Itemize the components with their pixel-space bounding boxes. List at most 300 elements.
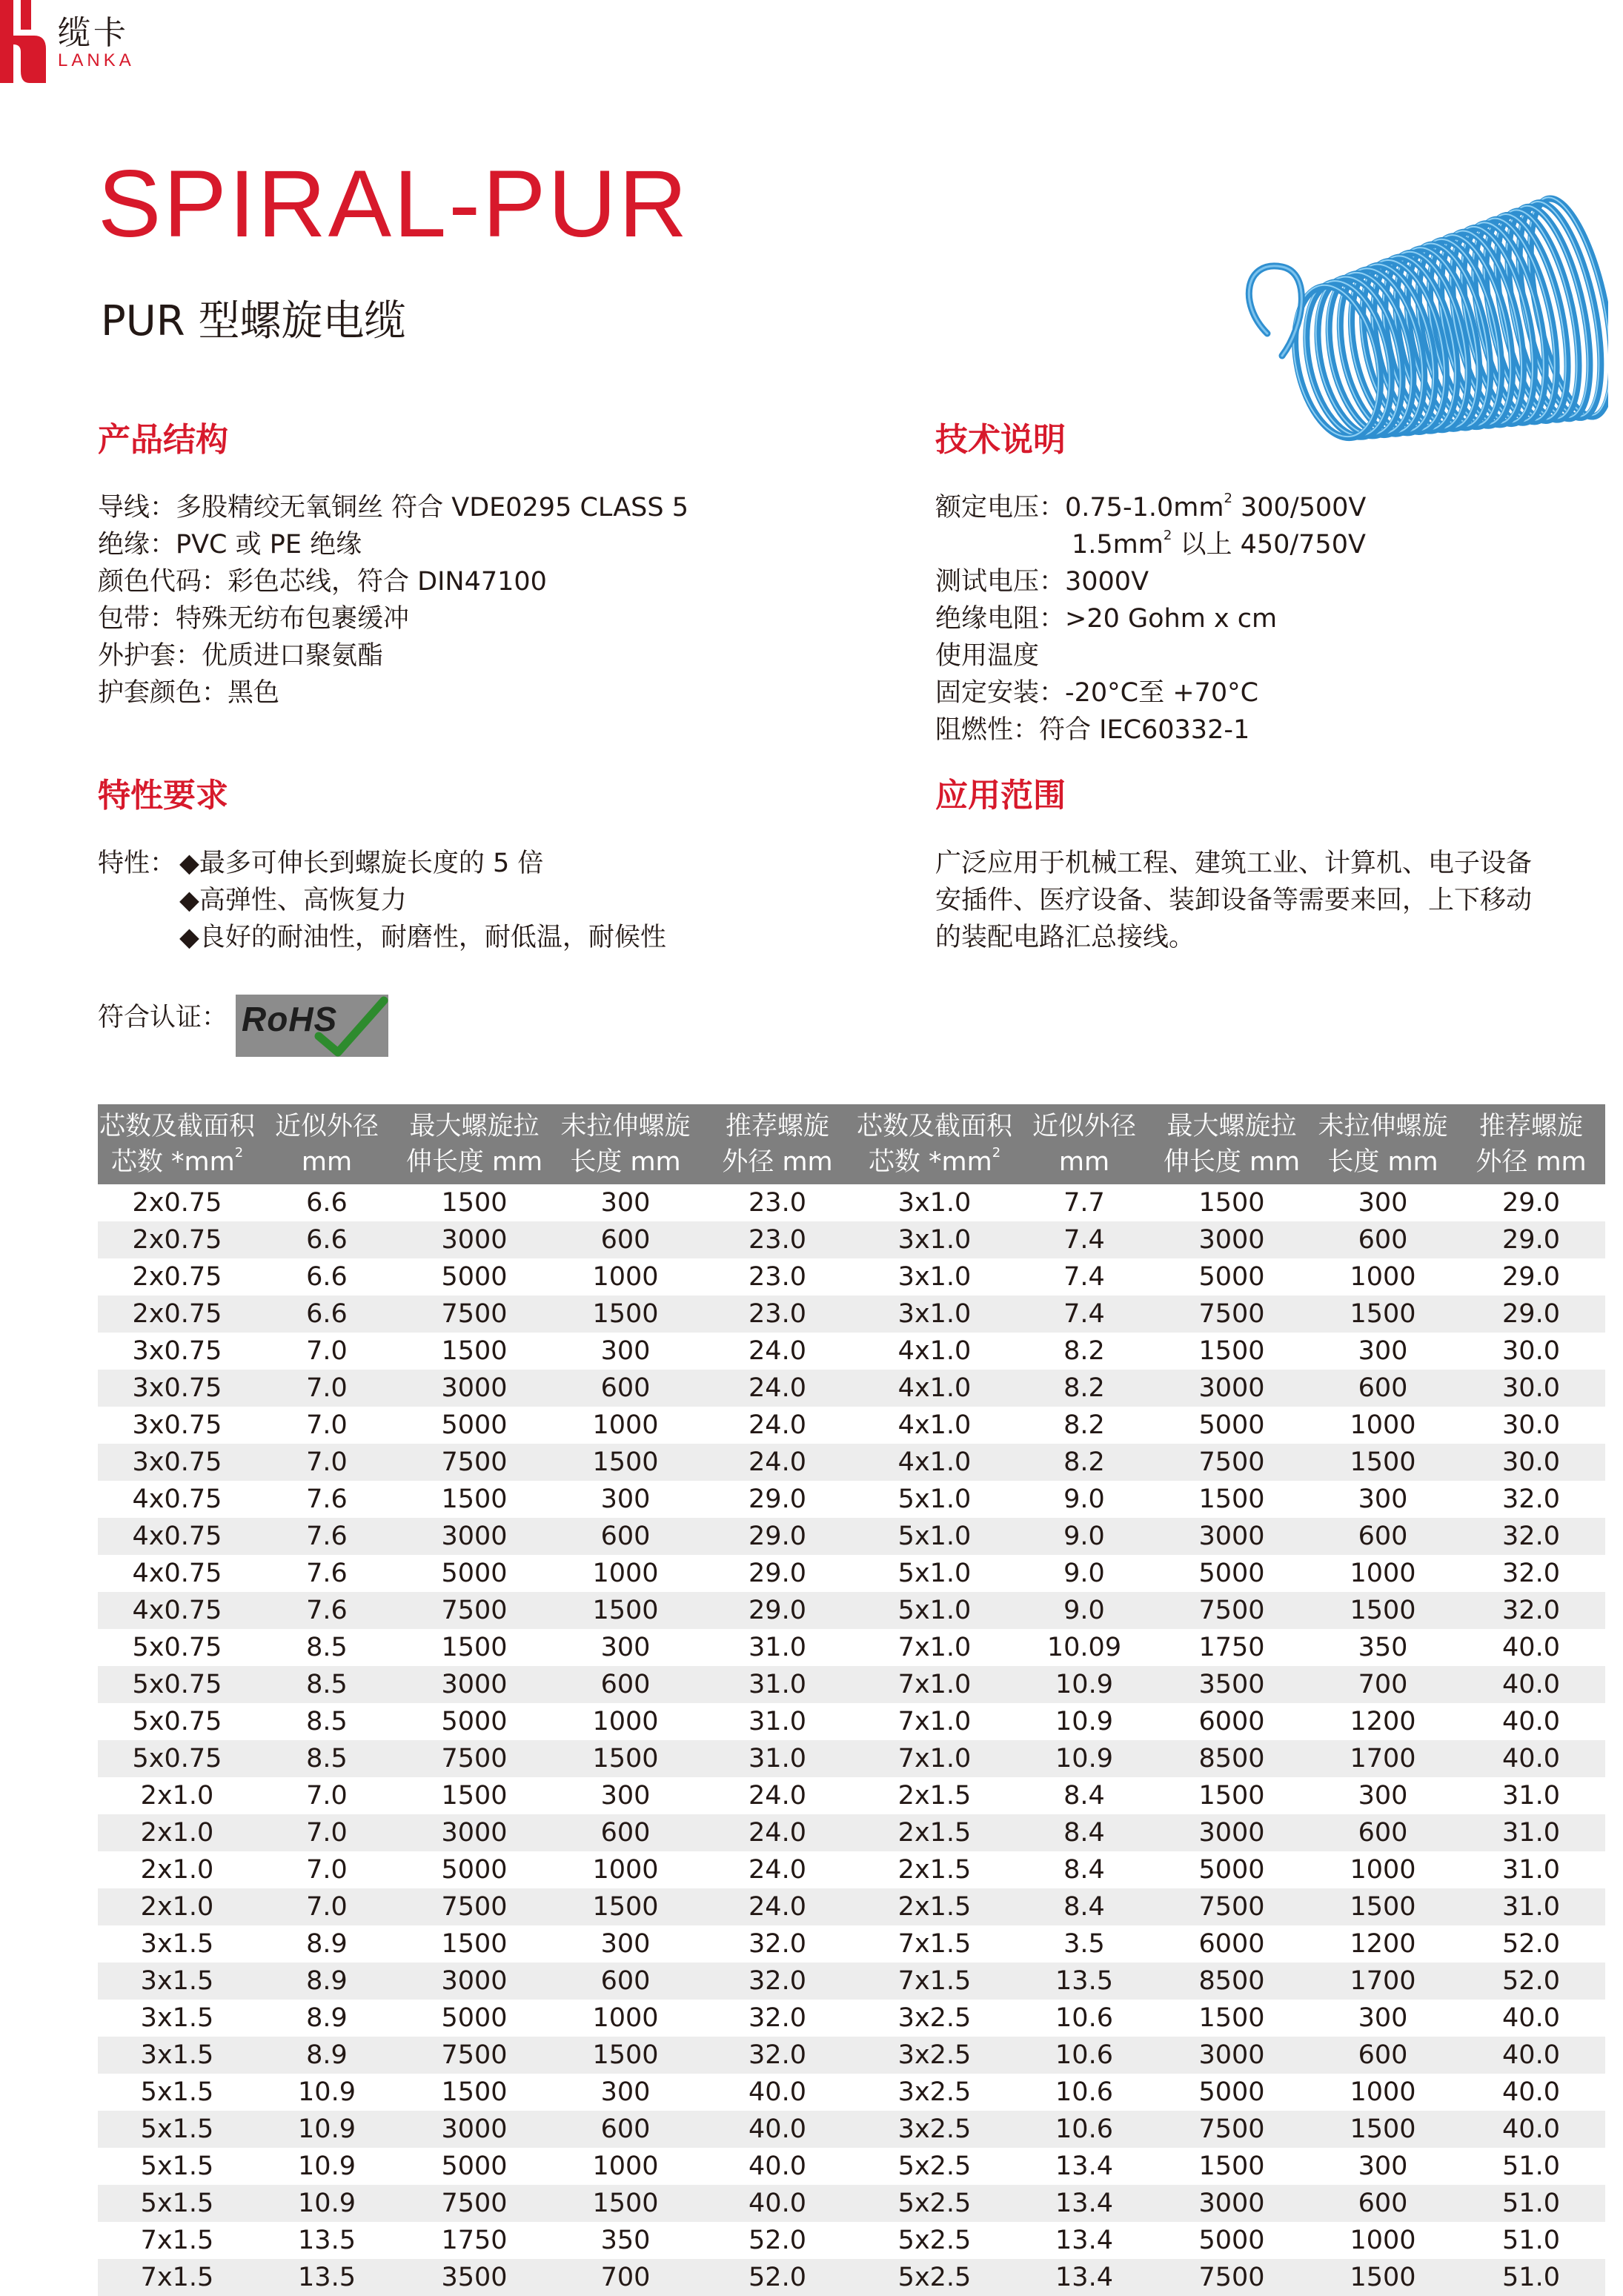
table-cell: 3x0.75 — [98, 1444, 256, 1481]
characteristics-heading: 特性要求 — [98, 777, 228, 814]
table-cell: 24.0 — [700, 1851, 855, 1888]
table-cell: 5000 — [1155, 1555, 1309, 1592]
table-cell: 3x1.5 — [98, 1962, 256, 2000]
spec-table — [98, 1104, 1605, 2296]
table-cell: 1500 — [551, 1444, 700, 1481]
table-cell: 51.0 — [1457, 2185, 1605, 2222]
table-cell: 5x0.75 — [98, 1629, 256, 1666]
table-cell: 1750 — [1155, 1629, 1309, 1666]
table-cell: 32.0 — [1457, 1592, 1605, 1629]
table-cell: 600 — [551, 1221, 700, 1258]
table-cell: 5x0.75 — [98, 1666, 256, 1703]
table-cell: 24.0 — [700, 1444, 855, 1481]
column-header-line1: 最大螺旋拉 — [409, 1112, 540, 1141]
column-header — [1014, 1104, 1155, 1184]
table-cell: 300 — [551, 1333, 700, 1370]
rated-voltage-1-size: 0.75-1.0mm — [1065, 493, 1224, 522]
table-cell: 1000 — [551, 1703, 700, 1740]
column-header-line1: 未拉伸螺旋 — [1318, 1112, 1448, 1141]
table-cell: 8.2 — [1014, 1333, 1155, 1370]
table-cell: 5x1.0 — [855, 1518, 1014, 1555]
table-cell: 8.4 — [1014, 1888, 1155, 1925]
table-cell: 5x1.0 — [855, 1481, 1014, 1518]
table-cell: 300 — [1309, 2000, 1457, 2037]
table-cell: 1500 — [551, 1888, 700, 1925]
table-cell: 4x0.75 — [98, 1555, 256, 1592]
column-header-line2-text: 外径 mm — [722, 1147, 833, 1177]
table-cell: 600 — [1309, 1370, 1457, 1407]
table-row — [98, 1518, 1605, 1555]
table-cell: 52.0 — [700, 2222, 855, 2259]
table-row — [98, 1184, 1605, 1221]
table-cell: 3000 — [1155, 1370, 1309, 1407]
table-cell: 3x2.5 — [855, 2111, 1014, 2148]
table-cell: 32.0 — [700, 1962, 855, 2000]
table-cell: 5x1.0 — [855, 1592, 1014, 1629]
table-cell: 3x1.5 — [98, 2037, 256, 2074]
column-header-line2 — [1014, 1144, 1155, 1180]
table-cell: 10.9 — [1014, 1740, 1155, 1777]
rated-voltage-2-size: 1.5mm — [1072, 530, 1164, 560]
rated-voltage-1-value: 300/500V — [1232, 493, 1367, 522]
column-header — [1155, 1104, 1309, 1184]
table-cell: 7x1.5 — [855, 1962, 1014, 2000]
table-cell: 4x0.75 — [98, 1518, 256, 1555]
column-header-line2 — [700, 1144, 855, 1180]
table-cell: 3000 — [397, 1518, 551, 1555]
superscript-2: 2 — [1163, 528, 1172, 543]
column-header — [397, 1104, 551, 1184]
table-cell: 1000 — [1309, 1407, 1457, 1444]
table-cell: 7.0 — [256, 1777, 397, 1814]
page-subtitle: PUR 型螺旋电缆 — [101, 297, 406, 345]
table-cell: 1500 — [397, 1481, 551, 1518]
table-cell: 40.0 — [700, 2074, 855, 2111]
table-cell: 10.6 — [1014, 2000, 1155, 2037]
column-header-line2 — [855, 1144, 1014, 1180]
table-cell: 2x1.5 — [855, 1851, 1014, 1888]
table-cell: 7500 — [397, 1740, 551, 1777]
table-cell: 52.0 — [700, 2259, 855, 2296]
table-cell: 1500 — [397, 1777, 551, 1814]
table-cell: 1500 — [551, 2037, 700, 2074]
table-cell: 2x0.75 — [98, 1295, 256, 1333]
table-cell: 3000 — [397, 1666, 551, 1703]
table-cell: 1500 — [1155, 2000, 1309, 2037]
column-header-line2-text: 伸长度 mm — [1163, 1147, 1301, 1177]
column-header-line1: 近似外径 — [1032, 1112, 1136, 1141]
table-cell: 5000 — [1155, 1407, 1309, 1444]
column-header-line2-text: 长度 mm — [570, 1147, 681, 1177]
table-cell: 23.0 — [700, 1295, 855, 1333]
table-cell: 7x1.0 — [855, 1703, 1014, 1740]
column-header-line2 — [1309, 1144, 1457, 1180]
table-cell: 5x2.5 — [855, 2259, 1014, 2296]
table-cell: 10.9 — [256, 2148, 397, 2185]
table-cell: 8.4 — [1014, 1777, 1155, 1814]
table-cell: 2x1.0 — [98, 1888, 256, 1925]
table-cell: 7.4 — [1014, 1295, 1155, 1333]
superscript-2: 2 — [234, 1145, 244, 1161]
table-cell: 29.0 — [1457, 1184, 1605, 1221]
table-cell: 2x1.5 — [855, 1888, 1014, 1925]
table-cell: 13.5 — [256, 2259, 397, 2296]
table-cell: 3500 — [397, 2259, 551, 2296]
table-cell: 600 — [551, 1518, 700, 1555]
column-header-line2-text: mm — [1058, 1147, 1110, 1177]
table-cell: 4x1.0 — [855, 1407, 1014, 1444]
table-cell: 29.0 — [700, 1555, 855, 1592]
table-row — [98, 2111, 1605, 2148]
table-cell: 40.0 — [1457, 2074, 1605, 2111]
table-cell: 7x1.0 — [855, 1666, 1014, 1703]
table-cell: 1500 — [551, 1740, 700, 1777]
table-row — [98, 1258, 1605, 1295]
table-cell: 1700 — [1309, 1740, 1457, 1777]
table-cell: 30.0 — [1457, 1407, 1605, 1444]
table-cell: 7.0 — [256, 1370, 397, 1407]
column-header-line1: 芯数及截面积 — [856, 1112, 1012, 1141]
table-cell: 1000 — [551, 2148, 700, 2185]
table-cell: 40.0 — [1457, 2000, 1605, 2037]
insulation-resistance: 绝缘电阻：>20 Gohm x cm — [935, 604, 1278, 634]
table-cell: 7.0 — [256, 1814, 397, 1851]
table-cell: 3000 — [397, 2111, 551, 2148]
table-body — [98, 1184, 1605, 2296]
characteristics-label: 特性： — [98, 849, 176, 878]
table-cell: 9.0 — [1014, 1481, 1155, 1518]
table-cell: 600 — [1309, 1814, 1457, 1851]
table-cell: 8.5 — [256, 1629, 397, 1666]
table-cell: 40.0 — [1457, 1666, 1605, 1703]
table-cell: 600 — [1309, 2037, 1457, 2074]
table-cell: 4x1.0 — [855, 1370, 1014, 1407]
table-cell: 6.6 — [256, 1221, 397, 1258]
table-cell: 30.0 — [1457, 1333, 1605, 1370]
table-cell: 3x0.75 — [98, 1407, 256, 1444]
characteristics-list — [179, 845, 666, 956]
table-cell: 8.2 — [1014, 1407, 1155, 1444]
table-cell: 700 — [1309, 1666, 1457, 1703]
table-cell: 8.2 — [1014, 1444, 1155, 1481]
table-cell: 24.0 — [700, 1814, 855, 1851]
table-cell: 30.0 — [1457, 1370, 1605, 1407]
table-cell: 32.0 — [1457, 1555, 1605, 1592]
table-cell: 9.0 — [1014, 1592, 1155, 1629]
rated-voltage-line-2 — [935, 526, 1366, 563]
table-cell: 7.0 — [256, 1888, 397, 1925]
table-cell: 350 — [1309, 1629, 1457, 1666]
table-cell: 10.6 — [1014, 2037, 1155, 2074]
table-cell: 1000 — [551, 2000, 700, 2037]
table-cell: 300 — [1309, 1333, 1457, 1370]
rated-voltage-2-value: 以上 450/750V — [1172, 530, 1366, 560]
table-row — [98, 2074, 1605, 2111]
table-cell: 40.0 — [1457, 1740, 1605, 1777]
table-cell: 350 — [551, 2222, 700, 2259]
table-cell: 40.0 — [700, 2185, 855, 2222]
table-cell: 3000 — [397, 1814, 551, 1851]
table-cell: 2x1.0 — [98, 1814, 256, 1851]
table-cell: 300 — [551, 1184, 700, 1221]
structure-conductor: 导线：多股精绞无氧铜丝 符合 VDE0295 CLASS 5 — [98, 493, 688, 522]
table-row — [98, 1333, 1605, 1370]
table-row — [98, 1777, 1605, 1814]
table-cell: 10.6 — [1014, 2111, 1155, 2148]
table-cell: 6000 — [1155, 1925, 1309, 1962]
table-cell: 3x2.5 — [855, 2037, 1014, 2074]
table-cell: 3x1.0 — [855, 1295, 1014, 1333]
table-cell: 4x0.75 — [98, 1592, 256, 1629]
table-cell: 3x2.5 — [855, 2074, 1014, 2111]
table-cell: 32.0 — [1457, 1518, 1605, 1555]
table-cell: 600 — [1309, 1221, 1457, 1258]
column-header-line2-text: 伸长度 mm — [405, 1147, 543, 1177]
table-cell: 300 — [551, 1481, 700, 1518]
column-header — [551, 1104, 700, 1184]
table-cell: 2x0.75 — [98, 1258, 256, 1295]
rohs-badge-text: RoHS — [242, 1000, 338, 1038]
table-row — [98, 2148, 1605, 2185]
table-cell: 300 — [551, 1629, 700, 1666]
application-text — [935, 845, 1532, 956]
table-cell: 7.4 — [1014, 1221, 1155, 1258]
application-line: 安插件、医疗设备、装卸设备等需要来回，上下移动 — [935, 886, 1533, 915]
column-header-line2 — [1155, 1144, 1309, 1180]
table-cell: 7500 — [397, 1592, 551, 1629]
table-cell: 1000 — [551, 1851, 700, 1888]
superscript-2: 2 — [1224, 491, 1232, 506]
table-cell: 29.0 — [700, 1592, 855, 1629]
table-cell: 10.09 — [1014, 1629, 1155, 1666]
table-cell: 5000 — [397, 1851, 551, 1888]
table-cell: 51.0 — [1457, 2259, 1605, 2296]
table-cell: 7x1.5 — [98, 2259, 256, 2296]
table-cell: 3000 — [1155, 1814, 1309, 1851]
table-cell: 300 — [1309, 1481, 1457, 1518]
table-cell: 40.0 — [1457, 2037, 1605, 2074]
table-cell: 24.0 — [700, 1407, 855, 1444]
table-cell: 4x1.0 — [855, 1444, 1014, 1481]
table-cell: 7500 — [1155, 1592, 1309, 1629]
characteristic-item: ◆最多可伸长到螺旋长度的 5 倍 — [179, 849, 544, 878]
table-cell: 13.4 — [1014, 2148, 1155, 2185]
table-cell: 3000 — [397, 1370, 551, 1407]
table-cell: 1500 — [397, 1184, 551, 1221]
table-cell: 10.9 — [256, 2111, 397, 2148]
table-cell: 3000 — [1155, 2037, 1309, 2074]
table-cell: 4x0.75 — [98, 1481, 256, 1518]
table-cell: 7.4 — [1014, 1258, 1155, 1295]
table-cell: 3000 — [1155, 2185, 1309, 2222]
table-cell: 23.0 — [700, 1221, 855, 1258]
table-cell: 1000 — [551, 1555, 700, 1592]
table-cell: 1500 — [397, 1925, 551, 1962]
table-cell: 7500 — [1155, 1295, 1309, 1333]
table-cell: 29.0 — [1457, 1295, 1605, 1333]
table-cell: 2x1.5 — [855, 1814, 1014, 1851]
table-header-row — [98, 1104, 1605, 1184]
table-cell: 5x1.5 — [98, 2185, 256, 2222]
table-cell: 300 — [551, 1777, 700, 1814]
table-cell: 7500 — [1155, 1888, 1309, 1925]
table-cell: 1750 — [397, 2222, 551, 2259]
table-cell: 600 — [1309, 1518, 1457, 1555]
column-header-line2 — [551, 1144, 700, 1180]
table-cell: 7.6 — [256, 1592, 397, 1629]
table-cell: 7500 — [397, 1295, 551, 1333]
table-cell: 7.6 — [256, 1555, 397, 1592]
table-cell: 1500 — [1309, 2259, 1457, 2296]
product-structure-heading: 产品结构 — [98, 421, 228, 459]
table-row — [98, 2000, 1605, 2037]
column-header-line2-text: 芯数 *mm — [868, 1147, 992, 1177]
table-cell: 3500 — [1155, 1666, 1309, 1703]
table-cell: 52.0 — [1457, 1962, 1605, 2000]
table-cell: 31.0 — [1457, 1851, 1605, 1888]
table-cell: 300 — [1309, 1184, 1457, 1221]
rated-voltage-label: 额定电压： — [935, 493, 1066, 522]
table-cell: 3x1.0 — [855, 1184, 1014, 1221]
table-cell: 32.0 — [700, 1925, 855, 1962]
characteristic-item: ◆高弹性、高恢复力 — [179, 886, 407, 915]
table-cell: 40.0 — [700, 2148, 855, 2185]
table-cell: 1000 — [1309, 1851, 1457, 1888]
table-cell: 2x0.75 — [98, 1221, 256, 1258]
table-cell: 3000 — [1155, 1221, 1309, 1258]
column-header — [256, 1104, 397, 1184]
table-cell: 7x1.0 — [855, 1629, 1014, 1666]
structure-sheath-color: 护套颜色：黑色 — [98, 678, 280, 708]
table-cell: 1500 — [1155, 2148, 1309, 2185]
structure-insulation: 绝缘：PVC 或 PE 绝缘 — [98, 530, 362, 560]
table-cell: 2x0.75 — [98, 1184, 256, 1221]
table-cell: 32.0 — [1457, 1481, 1605, 1518]
table-row — [98, 1925, 1605, 1962]
table-cell: 5000 — [397, 2000, 551, 2037]
table-cell: 5000 — [397, 1555, 551, 1592]
table-cell: 1500 — [551, 1592, 700, 1629]
table-cell: 1000 — [1309, 1258, 1457, 1295]
table-cell: 3000 — [1155, 1518, 1309, 1555]
table-row — [98, 1444, 1605, 1481]
lanka-logo-mark-icon — [0, 0, 47, 83]
table-cell: 8.5 — [256, 1666, 397, 1703]
table-cell: 10.9 — [1014, 1703, 1155, 1740]
application-line: 的装配电路汇总接线。 — [935, 923, 1195, 952]
table-cell: 1500 — [1309, 1295, 1457, 1333]
table-cell: 700 — [551, 2259, 700, 2296]
table-cell: 23.0 — [700, 1184, 855, 1221]
table-cell: 8.4 — [1014, 1814, 1155, 1851]
table-cell: 31.0 — [700, 1740, 855, 1777]
technical-heading: 技术说明 — [935, 421, 1066, 459]
table-cell: 31.0 — [700, 1666, 855, 1703]
table-cell: 8.2 — [1014, 1370, 1155, 1407]
spiral-cable-image — [1223, 178, 1608, 497]
table-cell: 300 — [551, 2074, 700, 2111]
table-row — [98, 1370, 1605, 1407]
table-cell: 6.6 — [256, 1258, 397, 1295]
table-cell: 7500 — [397, 1888, 551, 1925]
table-cell: 3x1.0 — [855, 1258, 1014, 1295]
table-cell: 5000 — [1155, 2222, 1309, 2259]
table-cell: 7x1.5 — [98, 2222, 256, 2259]
table-cell: 13.4 — [1014, 2259, 1155, 2296]
table-cell: 5000 — [397, 1407, 551, 1444]
table-row — [98, 1481, 1605, 1518]
table-cell: 5x2.5 — [855, 2148, 1014, 2185]
table-cell: 40.0 — [700, 2111, 855, 2148]
table-cell: 5000 — [397, 1258, 551, 1295]
table-cell: 3x2.5 — [855, 2000, 1014, 2037]
table-cell: 6000 — [1155, 1703, 1309, 1740]
flame-retardant: 阻燃性：符合 IEC60332-1 — [935, 715, 1250, 745]
column-header-line1: 推荐螺旋 — [1478, 1112, 1583, 1141]
table-cell: 1000 — [1309, 2074, 1457, 2111]
test-voltage: 测试电压：3000V — [935, 567, 1149, 597]
application-line: 广泛应用于机械工程、建筑工业、计算机、电子设备 — [935, 849, 1533, 878]
table-cell: 7.7 — [1014, 1184, 1155, 1221]
table-cell: 300 — [551, 1925, 700, 1962]
table-cell: 40.0 — [1457, 1703, 1605, 1740]
table-cell: 8.9 — [256, 2000, 397, 2037]
table-cell: 1500 — [1309, 1592, 1457, 1629]
table-row — [98, 2037, 1605, 2074]
table-cell: 1500 — [397, 2074, 551, 2111]
table-cell: 3000 — [397, 1962, 551, 2000]
checkmark-icon — [236, 995, 388, 1057]
table-cell: 1500 — [551, 1295, 700, 1333]
table-cell: 10.9 — [256, 2185, 397, 2222]
table-cell: 1500 — [551, 2185, 700, 2222]
table-cell: 600 — [551, 2111, 700, 2148]
table-row — [98, 1295, 1605, 1333]
table-row — [98, 1703, 1605, 1740]
table-cell: 1000 — [551, 1258, 700, 1295]
table-cell: 10.9 — [256, 2074, 397, 2111]
table-cell: 5000 — [397, 1703, 551, 1740]
column-header-line1: 未拉伸螺旋 — [560, 1112, 691, 1141]
table-cell: 7500 — [397, 2037, 551, 2074]
table-cell: 2x1.0 — [98, 1851, 256, 1888]
table-row — [98, 1629, 1605, 1666]
table-cell: 8.4 — [1014, 1851, 1155, 1888]
table-cell: 5x1.5 — [98, 2148, 256, 2185]
brand-name-cn: 缆卡 — [58, 14, 129, 52]
table-cell: 4x1.0 — [855, 1333, 1014, 1370]
table-row — [98, 1592, 1605, 1629]
table-cell: 13.4 — [1014, 2185, 1155, 2222]
table-cell: 7500 — [1155, 1444, 1309, 1481]
table-cell: 40.0 — [1457, 2111, 1605, 2148]
table-cell: 5000 — [397, 2148, 551, 2185]
table-cell: 9.0 — [1014, 1555, 1155, 1592]
column-header-line2-text: 外径 mm — [1476, 1147, 1587, 1177]
table-cell: 1000 — [1309, 1555, 1457, 1592]
table-cell: 7.0 — [256, 1851, 397, 1888]
column-header-line1: 芯数及截面积 — [99, 1112, 255, 1141]
column-header — [1309, 1104, 1457, 1184]
table-row — [98, 1221, 1605, 1258]
table-cell: 3x1.5 — [98, 2000, 256, 2037]
table-cell: 1500 — [1309, 1444, 1457, 1481]
table-cell: 5000 — [1155, 2074, 1309, 2111]
table-cell: 29.0 — [1457, 1258, 1605, 1295]
table-cell: 300 — [1309, 1777, 1457, 1814]
table-cell: 9.0 — [1014, 1518, 1155, 1555]
column-header-line2 — [256, 1144, 397, 1180]
